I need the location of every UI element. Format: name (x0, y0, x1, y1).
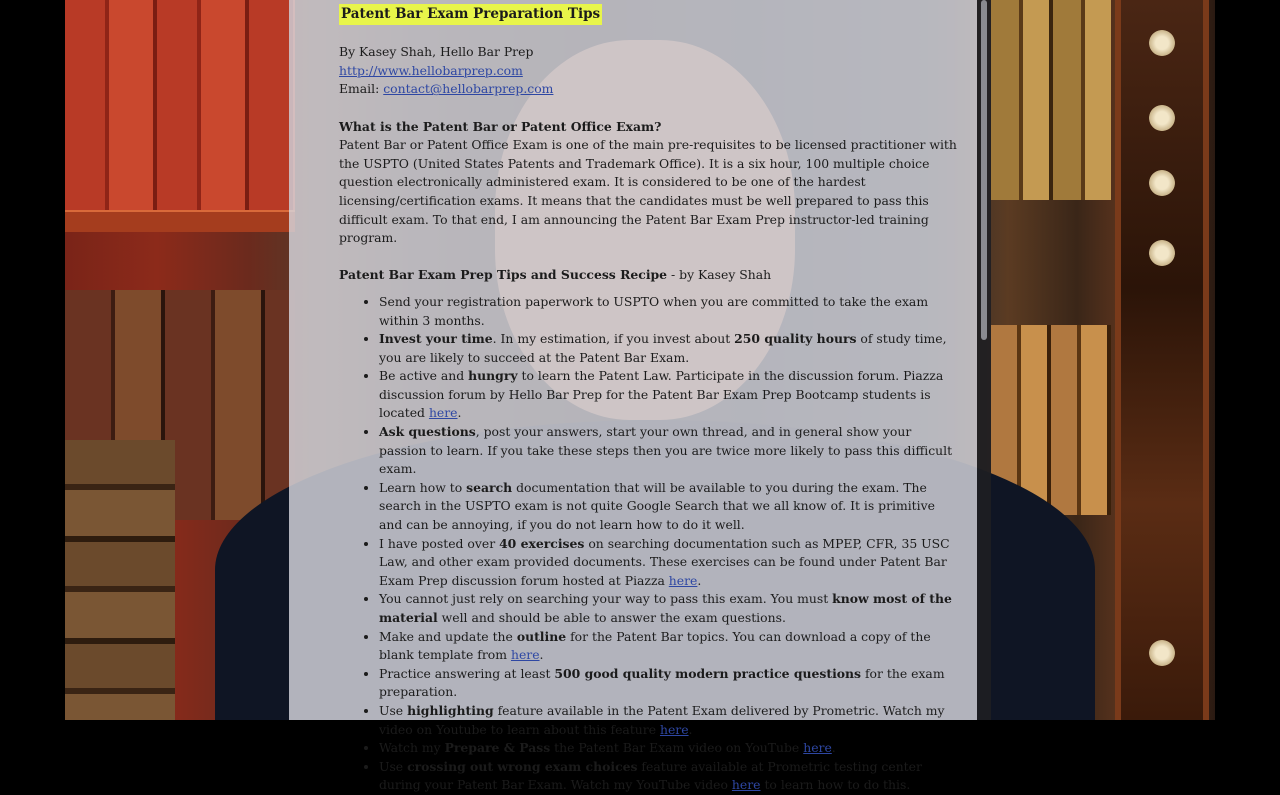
section-body-what-is: Patent Bar or Patent Office Exam is one of the main pre-requisites to be licensed practitioner with the USPTO (United States Patents and Trademark Office). It is a six hour, 100 multiple choice question electronically administered exam. It is considered to be one of the hardest licensing/certification exams. It means that the candidates must be well prepared to pass this difficult exam. To that end, I am announcing the Patent Bar Exam Prep instructor-led training program. (339, 137, 957, 246)
list-item: • You cannot just rely on searching your way to pass this exam. You must know most of the material well and should be able to answer the exam questions. (379, 590, 959, 627)
crossing-out-video-link[interactable]: here (731, 777, 761, 793)
list-item: • Use highlighting feature available in the Patent Exam delivered by Prometric. Watch my video on Youtube to learn about this feature here. (379, 702, 959, 739)
byline: By Kasey Shah, Hello Bar Prep (339, 44, 534, 60)
flower-ornament (1149, 640, 1175, 666)
scrollbar-thumb[interactable] (981, 0, 987, 340)
list-item: • Invest your time. In my estimation, if you invest about 250 quality hours of study time, you are likely to succeed at the Patent Bar Exam. (379, 330, 959, 367)
highlighting-video-link[interactable]: here (659, 721, 689, 737)
bookshelf-right-top (991, 0, 1111, 200)
prepare-pass-video-link[interactable]: here (803, 740, 832, 756)
list-item: • Practice answering at least 500 good quality modern practice questions for the exam preparation. (379, 665, 959, 702)
email-link[interactable]: contact@hellobarprep.com (383, 81, 554, 97)
list-item: • Ask questions, post your answers, start your own thread, and in general show your passion to learn. If you take these steps then you are twice more likely to pass this difficult exam. (379, 423, 959, 479)
list-item: • Be active and hungry to learn the Patent Law. Participate in the discussion forum. Piazza discussion forum by Hello Bar Prep for the Patent Bar Exam Prep Bootcamp students is located here. (379, 367, 959, 423)
document-title: Patent Bar Exam Preparation Tips (339, 4, 602, 25)
decorative-panel (1115, 0, 1209, 720)
document-content (339, 4, 959, 795)
email-line: Email: contact@hellobarprep.com (339, 81, 554, 97)
flower-ornament (1149, 240, 1175, 266)
section-heading-what-is: What is the Patent Bar or Patent Office Exam? (339, 118, 662, 134)
book-stack (65, 440, 175, 720)
piazza-forum-link[interactable]: here (428, 405, 458, 421)
tips-list (339, 293, 959, 795)
flower-ornament (1149, 30, 1175, 56)
list-item: • I have posted over 40 exercises on searching documentation such as MPEP, CFR, 35 USC Law, and other exam provided documents. These exercises can be found under Patent Bar Exam Prep discussion forum hosted at Piazza here. (379, 535, 959, 591)
section-heading-tips: Patent Bar Exam Prep Tips and Success Recipe - by Kasey Shah (339, 267, 772, 283)
outline-template-link[interactable]: here (510, 647, 540, 663)
list-item: • Watch my Prepare & Pass the Patent Bar Exam video on YouTube here. (379, 739, 959, 758)
list-item: • Use crossing out wrong exam choices feature available at Prometric testing center during your Patent Bar Exam. Watch my YouTube video here to learn how to do this. (379, 758, 959, 795)
list-item: • Learn how to search documentation that will be available to you during the exam. The search in the USPTO exam is not quite Google Search that we all know of. It is primitive and can be annoying, if you do not learn how to do it well. (379, 479, 959, 535)
flower-ornament (1149, 105, 1175, 131)
website-link[interactable]: http://www.hellobarprep.com (339, 62, 523, 78)
exercises-link[interactable]: here (668, 572, 698, 588)
shelf-ledge (65, 210, 295, 232)
flower-ornament (1149, 170, 1175, 196)
document-overlay (289, 0, 977, 793)
list-item: • Send your registration paperwork to USPTO when you are committed to take the exam within 3 months. (379, 293, 959, 330)
bookshelf-left-top (65, 0, 295, 210)
list-item: • Make and update the outline for the Patent Bar topics. You can download a copy of the blank template from here. (379, 628, 959, 665)
